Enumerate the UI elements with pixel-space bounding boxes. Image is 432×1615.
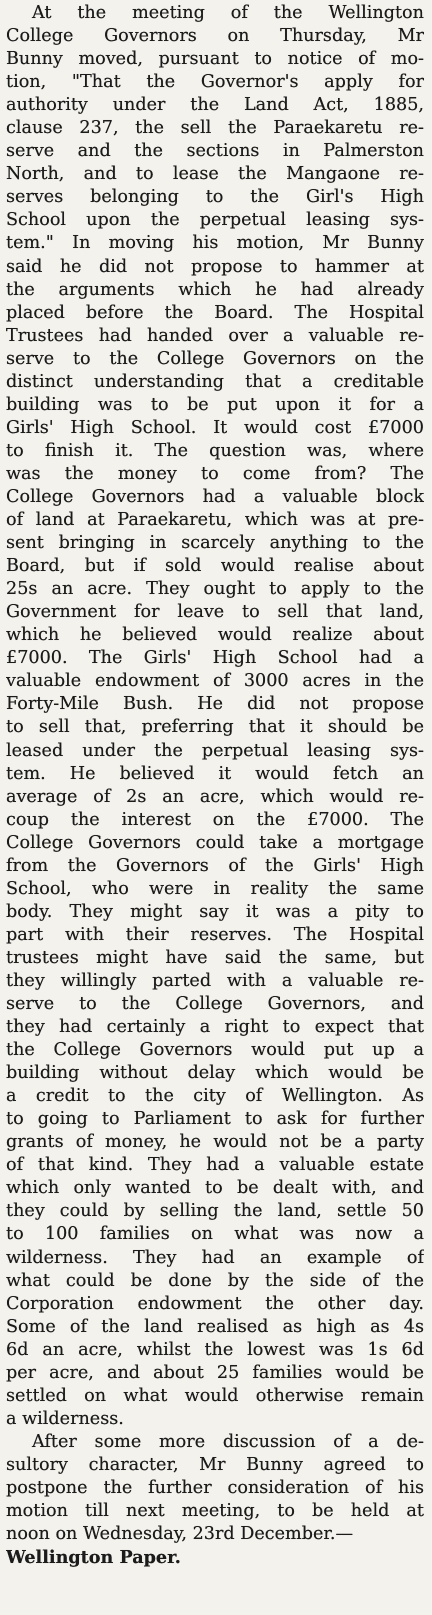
- text-line: Government for leave to sell that land,: [6, 602, 424, 623]
- text-line: to 100 families on what was now a: [6, 1224, 424, 1245]
- text-line: College Governors had a valuable block: [6, 486, 424, 507]
- text-line: of land at Paraekaretu, which was at pre-: [6, 510, 424, 531]
- text-line: tem." In moving his motion, Mr Bunny: [6, 233, 424, 254]
- text-line: building without delay which would be: [6, 1063, 424, 1084]
- text-line: coup the interest on the £7000. The: [6, 809, 424, 830]
- text-line: 6d an acre, whilst the lowest was 1s 6d: [6, 1339, 424, 1360]
- text-line: wilderness. They had an example of: [6, 1247, 424, 1268]
- text-line: which only wanted to be dealt with, and: [6, 1178, 424, 1199]
- source-attribution: Wellington Paper.: [6, 1547, 181, 1569]
- text-line: was the money to come from? The: [6, 463, 424, 484]
- text-line: body. They might say it was a pity to: [6, 901, 424, 922]
- text-line: valuable endowment of 3000 acres in the: [6, 671, 424, 692]
- text-line: to sell that, preferring that it should be: [6, 717, 424, 738]
- text-line: the College Governors would put up a: [6, 1040, 424, 1061]
- text-line: sent bringing in scarcely anything to the: [6, 533, 424, 554]
- text-line: sultory character, Mr Bunny agreed to: [6, 1454, 424, 1475]
- text-line: a wilderness.: [6, 1408, 124, 1429]
- text-line: settled on what would otherwise remain: [6, 1385, 424, 1406]
- text-line: serve and the sections in Palmerston: [6, 141, 424, 162]
- text-line: At the meeting of the Wellington: [32, 3, 424, 23]
- text-line: grants of money, he would not be a party: [6, 1132, 424, 1153]
- text-line: tem. He believed it would fetch an: [6, 763, 424, 784]
- text-line: what could be done by the side of the: [6, 1270, 424, 1291]
- text-line: placed before the Board. The Hospital: [6, 302, 424, 323]
- text-line: to finish it. The question was, where: [6, 440, 424, 461]
- text-line: a credit to the city of Wellington. As: [6, 1086, 424, 1107]
- text-line: part with their reserves. The Hospital: [6, 924, 424, 945]
- text-line: they willingly parted with a valuable re-: [6, 970, 424, 991]
- text-line: average of 2s an acre, which would re-: [6, 786, 424, 807]
- text-line: serves belonging to the Girl's High: [6, 187, 424, 208]
- text-line: School, who were in reality the same: [6, 878, 424, 899]
- text-line: from the Governors of the Girls' High: [6, 855, 424, 876]
- text-line: Some of the land realised as high as 4s: [6, 1316, 424, 1337]
- text-line: After some more discussion of a de-: [32, 1431, 424, 1452]
- text-line: North, and to lease the Mangaone re-: [6, 164, 424, 185]
- article-paragraph: [6, 2, 424, 1431]
- text-line: which he believed would realize about: [6, 625, 424, 646]
- article-body: [6, 2, 424, 1546]
- text-line: postpone the further consideration of his: [6, 1478, 424, 1498]
- article-paragraph: [6, 1431, 424, 1546]
- text-line: Bunny moved, pursuant to notice of mo-: [6, 49, 424, 70]
- text-line: Corporation endowment the other day.: [6, 1293, 424, 1314]
- text-line: noon on Wednesday, 23rd December.—: [6, 1524, 354, 1545]
- text-line: leased under the perpetual leasing sys-: [6, 740, 424, 761]
- text-line: trustees might have said the same, but: [6, 947, 424, 968]
- text-line: Trustees had handed over a valuable re-: [6, 325, 424, 346]
- text-line: serve to the College Governors on the: [6, 348, 424, 369]
- text-line: motion till next meeting, to be held at: [6, 1501, 424, 1522]
- text-line: Board, but if sold would realise about: [6, 556, 424, 577]
- text-line: clause 237, the sell the Paraekaretu re-: [6, 118, 424, 139]
- text-line: per acre, and about 25 families would be: [6, 1362, 424, 1383]
- text-line: said he did not propose to hammer at: [6, 256, 424, 277]
- text-line: serve to the College Governors, and: [6, 994, 424, 1015]
- text-line: Girls' High School. It would cost £7000: [6, 417, 424, 438]
- text-line: they had certainly a right to expect that: [6, 1017, 424, 1038]
- text-line: College Governors on Thursday, Mr: [6, 26, 424, 47]
- text-line: they could by selling the land, settle 50: [6, 1201, 424, 1222]
- text-line: of that kind. They had a valuable estate: [6, 1155, 424, 1176]
- text-line: tion, "That the Governor's apply for: [6, 72, 424, 93]
- text-line: distinct understanding that a creditable: [6, 371, 424, 392]
- text-line: 25s an acre. They ought to apply to the: [6, 579, 424, 600]
- text-line: authority under the Land Act, 1885,: [6, 95, 424, 116]
- text-line: to going to Parliament to ask for further: [6, 1109, 424, 1130]
- text-line: building was to be put upon it for a: [6, 394, 424, 415]
- text-line: College Governors could take a mortgage: [6, 832, 424, 853]
- text-line: Forty-Mile Bush. He did not propose: [6, 694, 424, 715]
- article-column: [6, 2, 424, 1569]
- text-line: School upon the perpetual leasing sys-: [6, 210, 424, 231]
- text-line: £7000. The Girls' High School had a: [6, 648, 424, 669]
- text-line: the arguments which he had already: [6, 279, 424, 300]
